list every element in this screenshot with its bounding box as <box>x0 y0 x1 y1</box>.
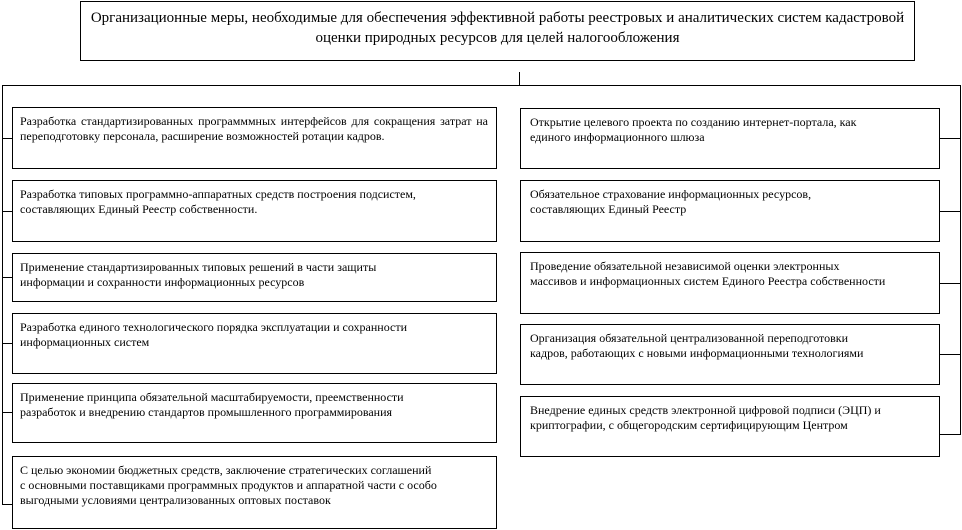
left-measure-text: Разработка типовых программно-аппаратных средств построения подсистем, составляющих Единый Реестр собственности. <box>20 187 416 216</box>
diagram-title: Организационные меры, необходимые для обеспечения эффективной работы реестровых и аналитических систем кадастровой оценки природных ресурсов для целей налогообложения <box>90 10 905 46</box>
left-measure-box <box>12 313 497 374</box>
left-measure-text: Разработка стандартизированных программмных интерфейсов для сокращения затрат на переподготовку персонала, расширение возможностей ротации кадров. <box>20 114 488 143</box>
right-measure-box <box>520 180 940 242</box>
connector-right-stub <box>940 283 960 284</box>
right-measure-text: Организация обязательной централизованной переподготовки кадров, работающих с новыми информационными технологиями <box>530 331 864 360</box>
connector-right-stub <box>940 211 960 212</box>
connector-left-stub <box>2 504 12 505</box>
connector-left-stub <box>2 412 12 413</box>
left-measure-box <box>12 107 497 169</box>
connector-right-stub <box>940 138 960 139</box>
right-measure-text: Открытие целевого проекта по созданию интернет-портала, как единого информационного шлюза <box>530 115 857 144</box>
connector-left-stub <box>2 211 12 212</box>
connector-left-bus <box>2 85 3 505</box>
right-measure-text: Проведение обязательной независимой оценки электронных массивов и информационных систем Единого Реестра собственности <box>530 259 886 288</box>
left-measure-box <box>12 180 497 242</box>
connector-right-stub <box>940 434 960 435</box>
right-measure-box <box>520 396 940 457</box>
left-measure-text: Применение стандартизированных типовых решений в части защиты информации и сохранности информационных ресурсов <box>20 260 377 289</box>
left-measure-text: С целью экономии бюджетных средств, заключение стратегических соглашений с основными поставщиками программных продуктов и аппаратной части с особо выгодными условиями централизованных оптовых поставок <box>20 463 437 507</box>
left-measure-box <box>12 383 497 443</box>
right-measure-box <box>520 252 940 314</box>
right-measure-text: Обязательное страхование информационных ресурсов, составляющих Единый Реестр <box>530 187 812 216</box>
connector-right-stub <box>940 354 960 355</box>
connector-left-stub <box>2 277 12 278</box>
diagram-title-box <box>80 1 915 61</box>
left-measure-text: Разработка единого технологического порядка эксплуатации и сохранности информационных систем <box>20 320 407 349</box>
connector-left-stub <box>2 138 12 139</box>
left-measure-box <box>12 456 497 529</box>
right-measure-text: Внедрение единых средств электронной цифровой подписи (ЭЦП) и криптографии, с общегородским сертифицирующим Центром <box>530 403 881 432</box>
right-measure-box <box>520 324 940 385</box>
right-measure-box <box>520 108 940 169</box>
connector-right-bus <box>960 85 961 435</box>
connector-left-stub <box>2 343 12 344</box>
connector-title-down <box>519 72 520 86</box>
left-measure-text: Применение принципа обязательной масштабируемости, преемственности разработок и внедрению стандартов промышленного программирования <box>20 390 404 419</box>
left-measure-box <box>12 253 497 302</box>
connector-horizontal-bus <box>2 85 961 86</box>
